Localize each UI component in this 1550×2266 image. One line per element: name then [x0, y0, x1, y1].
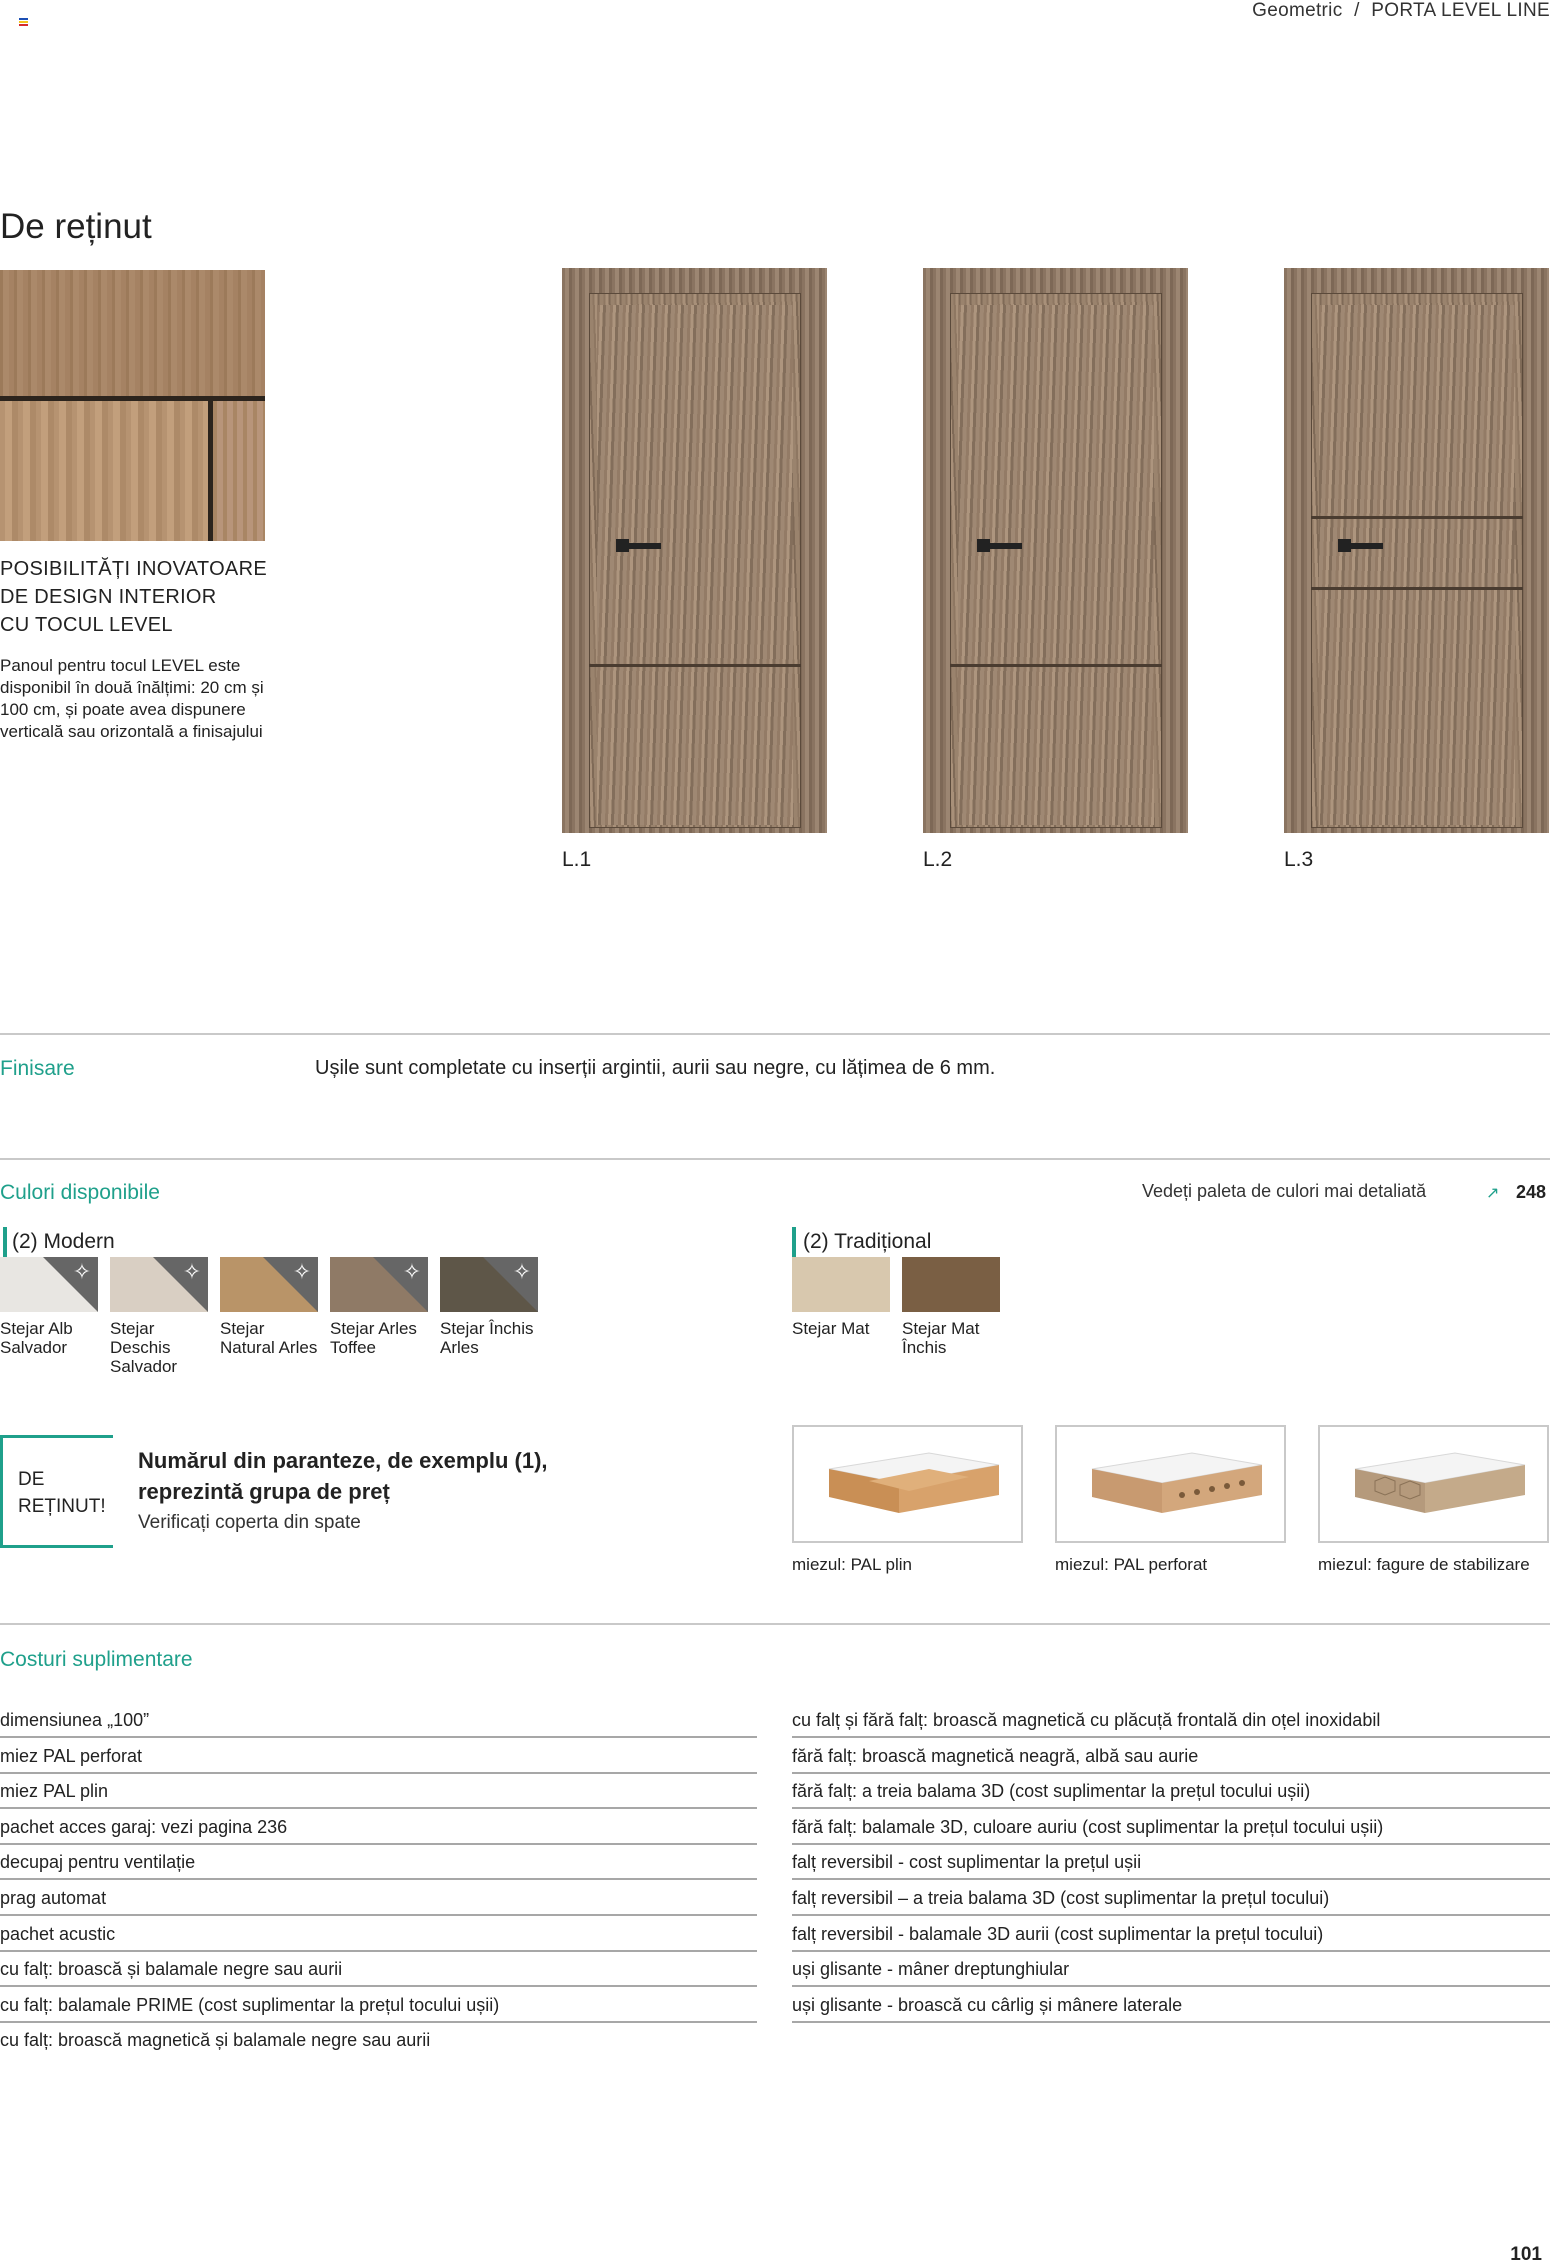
colors-label: Culori disponibile	[0, 1181, 160, 1204]
door-label: L.1	[562, 848, 592, 871]
note-title-line: Numărul din paranteze, de exemplu (1),	[138, 1448, 548, 1473]
cost-row: fără falț: balamale 3D, culoare auriu (cost suplimentar la prețul tocului ușii)	[792, 1811, 1550, 1845]
divider	[0, 1158, 1550, 1160]
intro-paragraph: Panoul pentru tocul LEVEL este disponibil în două înălțimi: 20 cm și 100 cm, și poate avea dispunere verticală sau orizontală a finisajului	[0, 656, 264, 741]
cost-row: falț reversibil - balamale 3D aurii (cost suplimentar la prețul tocului)	[792, 1918, 1550, 1952]
color-name: Stejar Arles Toffee	[330, 1319, 417, 1357]
core-label: miezul: fagure de stabilizare	[1318, 1555, 1530, 1574]
cost-row: pachet acustic	[0, 1918, 757, 1952]
color-swatch[interactable]	[440, 1257, 538, 1312]
breadcrumb	[1252, 0, 1550, 22]
color-swatch[interactable]	[330, 1257, 428, 1312]
cost-row: uși glisante - broască cu cârlig și mânere laterale	[792, 1989, 1550, 2023]
note-subtitle: Verificați coperta din spate	[138, 1512, 361, 1533]
palette-link[interactable]: Vedeți paleta de culori mai detaliată	[1142, 1181, 1427, 1201]
finisare-label: Finisare	[0, 1057, 75, 1080]
cost-row: falț reversibil – a treia balama 3D (cost suplimentar la prețul tocului)	[792, 1882, 1550, 1916]
cost-row: cu falț: balamale PRIME (cost suplimentar la prețul tocului ușii)	[0, 1989, 757, 2023]
breadcrumb-collection[interactable]: Geometric	[1252, 0, 1343, 21]
sparkle-icon: ✧	[512, 1259, 532, 1284]
sparkle-icon: ✧	[292, 1259, 312, 1284]
note-title	[138, 1445, 548, 1507]
door-image-l3[interactable]	[1284, 268, 1549, 833]
flag-icon	[19, 18, 28, 26]
core-label: miezul: PAL perforat	[1055, 1555, 1208, 1574]
page-title: De reținut	[0, 207, 152, 246]
cost-row: pachet acces garaj: vezi pagina 236	[0, 1811, 757, 1845]
door-label: L.2	[923, 848, 953, 871]
cost-row: uși glisante - mâner dreptunghiular	[792, 1953, 1550, 1987]
intro-heading-line: CU TOCUL LEVEL	[0, 614, 173, 636]
color-swatch[interactable]	[110, 1257, 208, 1312]
breadcrumb-separator: /	[1354, 0, 1360, 21]
color-name: Stejar Închis Arles	[440, 1319, 534, 1357]
intro-heading-line: POSIBILITĂȚI INOVATOARE	[0, 558, 267, 580]
intro-heading	[0, 555, 267, 639]
core-image-fagure	[1318, 1425, 1549, 1543]
cost-row: falț reversibil - cost suplimentar la prețul ușii	[792, 1846, 1550, 1880]
note-label-line: DE	[18, 1469, 45, 1490]
frame-detail-image	[0, 270, 265, 541]
cost-row: dimensiunea „100”	[0, 1704, 757, 1738]
modern-group-title: (2) Modern	[12, 1230, 115, 1253]
flag-stripe	[19, 21, 28, 23]
core-solid-icon	[809, 1451, 1004, 1521]
core-honeycomb-icon	[1335, 1451, 1530, 1521]
sparkle-icon: ✧	[402, 1259, 422, 1284]
core-perforated-icon	[1072, 1451, 1267, 1521]
intro-heading-line: DE DESIGN INTERIOR	[0, 586, 217, 608]
flag-stripe	[19, 18, 28, 20]
color-name: Stejar Mat Închis	[902, 1319, 980, 1357]
color-name: Stejar Natural Arles	[220, 1319, 318, 1357]
cost-row: decupaj pentru ventilație	[0, 1846, 757, 1880]
cost-row: miez PAL plin	[0, 1775, 757, 1809]
cost-row: fără falț: a treia balama 3D (cost suplimentar la prețul tocului ușii)	[792, 1775, 1550, 1809]
door-image-l2[interactable]	[923, 268, 1188, 833]
cost-row: cu falț și fără falț: broască magnetică cu plăcuță frontală din oțel inoxidabil	[792, 1704, 1550, 1738]
flag-stripe	[19, 24, 28, 26]
color-name: Stejar Alb Salvador	[0, 1319, 73, 1357]
core-image-pal-perforat	[1055, 1425, 1286, 1543]
color-name: Stejar Mat	[792, 1319, 870, 1338]
color-swatch[interactable]	[0, 1257, 98, 1312]
door-image-l1[interactable]	[562, 268, 827, 833]
core-label: miezul: PAL plin	[792, 1555, 912, 1574]
color-swatch[interactable]	[220, 1257, 318, 1312]
color-swatch[interactable]	[902, 1257, 1000, 1312]
note-label	[18, 1466, 106, 1520]
divider	[0, 1033, 1550, 1035]
finisare-text: Ușile sunt completate cu inserții argintii, aurii sau negre, cu lățimea de 6 mm.	[315, 1057, 996, 1079]
cost-row: miez PAL perforat	[0, 1740, 757, 1774]
cost-row: prag automat	[0, 1882, 757, 1916]
color-swatch[interactable]	[792, 1257, 890, 1312]
cost-row: cu falț: broască magnetică și balamale negre sau aurii	[0, 2030, 431, 2051]
door-label: L.3	[1284, 848, 1314, 871]
arrow-up-right-icon[interactable]: ↗	[1486, 1185, 1500, 1202]
breadcrumb-product[interactable]: PORTA LEVEL LINE	[1371, 0, 1550, 21]
page-number: 101	[1510, 2244, 1542, 2265]
note-title-line: reprezintă grupa de preț	[138, 1479, 390, 1504]
divider	[0, 1623, 1550, 1625]
color-name: Stejar Deschis Salvador	[110, 1319, 178, 1376]
sparkle-icon: ✧	[182, 1259, 202, 1284]
core-image-pal-plin	[792, 1425, 1023, 1543]
cost-row: fără falț: broască magnetică neagră, albă sau aurie	[792, 1740, 1550, 1774]
costs-label: Costuri suplimentare	[0, 1648, 193, 1671]
palette-page-number[interactable]: 248	[1516, 1182, 1547, 1202]
cost-row: cu falț: broască și balamale negre sau aurii	[0, 1953, 757, 1987]
sparkle-icon: ✧	[72, 1259, 92, 1284]
traditional-group-title: (2) Tradițional	[803, 1230, 932, 1253]
note-label-line: REȚINUT!	[18, 1496, 106, 1517]
